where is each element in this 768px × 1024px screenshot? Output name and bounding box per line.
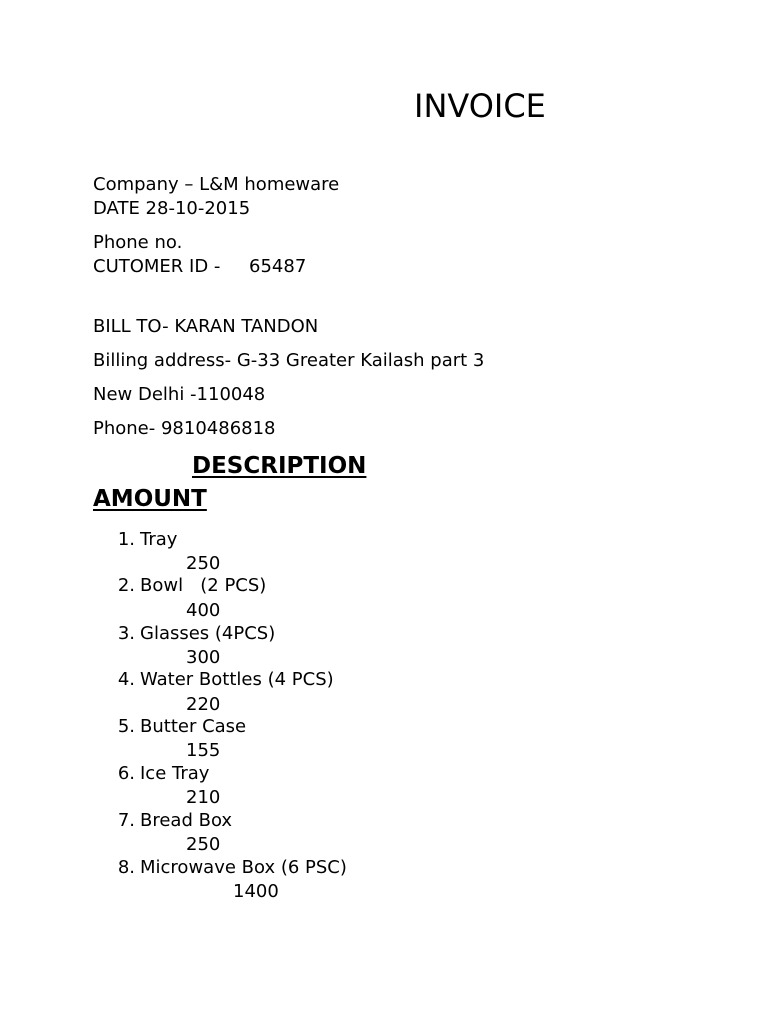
amount-heading: AMOUNT	[93, 486, 207, 512]
item-number: 1.	[117, 529, 135, 550]
item-description: Tray	[140, 529, 178, 550]
date-line: DATE 28-10-2015	[93, 198, 251, 219]
item-amount: 300	[186, 647, 221, 668]
item-description: Glasses (4PCS)	[140, 623, 276, 644]
item-amount: 250	[186, 834, 221, 855]
item-number: 2.	[117, 575, 135, 596]
customer-id-line: CUTOMER ID - 65487	[93, 256, 307, 277]
invoice-title: INVOICE	[414, 87, 546, 125]
bill-to-line: BILL TO- KARAN TANDON	[93, 316, 319, 337]
item-description: Water Bottles (4 PCS)	[140, 669, 334, 690]
item-number: 3.	[117, 623, 135, 644]
item-amount: 220	[186, 694, 221, 715]
item-number: 7.	[117, 810, 135, 831]
item-description: Microwave Box (6 PSC)	[140, 857, 347, 878]
item-description: Bowl (2 PCS)	[140, 575, 267, 596]
item-amount: 210	[186, 787, 221, 808]
phone-label: Phone no.	[93, 232, 183, 253]
bill-to-phone-line: Phone- 9810486818	[93, 418, 276, 439]
billing-address-line: Billing address- G-33 Greater Kailash part 3	[93, 350, 485, 371]
item-amount: 1400	[233, 881, 279, 902]
city-line: New Delhi -110048	[93, 384, 266, 405]
item-number: 4.	[117, 669, 135, 690]
item-description: Bread Box	[140, 810, 233, 831]
item-description: Butter Case	[140, 716, 247, 737]
item-number: 8.	[117, 857, 135, 878]
item-amount: 250	[186, 553, 221, 574]
description-heading: DESCRIPTION	[192, 453, 367, 479]
item-number: 5.	[117, 716, 135, 737]
company-line: Company – L&M homeware	[93, 174, 340, 195]
item-number: 6.	[117, 763, 135, 784]
item-amount: 155	[186, 740, 221, 761]
item-amount: 400	[186, 600, 221, 621]
item-description: Ice Tray	[140, 763, 210, 784]
